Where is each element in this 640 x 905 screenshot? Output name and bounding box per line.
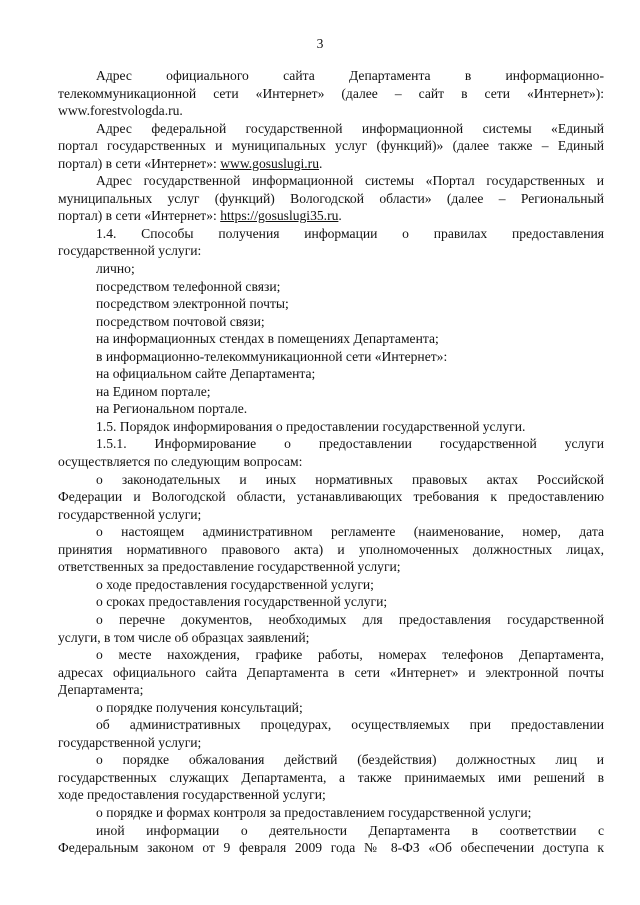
text-line: на официальном сайте Департамента;: [96, 366, 316, 382]
text-line: Федерации и Вологодской области, устанавливающих требования к предоставлению: [58, 489, 604, 505]
text-line: о сроках предоставления государственной услуги;: [96, 594, 388, 610]
text-line: о законодательных и иных нормативных правовых актах Российской: [96, 471, 604, 487]
text-line: в информационно-телекоммуникационной сети «Интернет»:: [96, 348, 448, 364]
text-line: посредством телефонной связи;: [96, 278, 281, 294]
text-line: осуществляется по следующим вопросам:: [58, 454, 303, 470]
text-line: о порядке обжалования действий (бездействия) должностных лиц и: [96, 752, 604, 768]
text-line: ходе предоставления государственной услуги;: [58, 787, 326, 803]
text-line: посредством почтовой связи;: [96, 313, 265, 329]
text-line: на Едином портале;: [96, 383, 211, 399]
text-line: портал государственных и муниципальных услуг (функций)» (далее также – Единый: [58, 138, 604, 154]
text-line: адресах официального сайта Департамента в сети «Интернет» и электронной почты: [58, 664, 604, 680]
text-line: ответственных за предоставление государственной услуги;: [58, 559, 401, 575]
text-line: www.forestvologda.ru.: [58, 103, 183, 119]
page-number: 3: [316, 36, 324, 51]
text-line: на информационных стендах в помещениях Департамента;: [96, 331, 439, 347]
text-line: государственной услуги;: [58, 506, 202, 522]
text-line: Адрес государственной информационной системы «Портал государственных и: [96, 173, 604, 189]
text-line: услуги, в том числе об образцах заявлений;: [58, 629, 310, 645]
text-line: о месте нахождения, графике работы, номерах телефонов Департамента,: [96, 647, 604, 663]
text-line: государственных служащих Департамента, а также принимаемых ими решений в: [58, 769, 604, 785]
document-body: [58, 67, 604, 857]
text-line: Адрес федеральной государственной информационной системы «Единый: [96, 120, 604, 136]
text-line: об административных процедурах, осуществляемых при предоставлении: [96, 717, 604, 733]
text-line: о ходе предоставления государственной услуги;: [96, 576, 374, 592]
text-line: на Региональном портале.: [96, 401, 248, 417]
text-line: посредством электронной почты;: [96, 296, 289, 312]
text-line: муниципальных услуг (функций) Вологодской области» (далее – Региональный: [58, 190, 604, 206]
text-line: портал) в сети «Интернет»: www.gosuslugi.ru.: [58, 155, 323, 171]
text-line: портал) в сети «Интернет»: https://gosuslugi35.ru.: [58, 208, 342, 224]
text-line: Федеральным законом от 9 февраля 2009 года № 8-ФЗ «Об обеспечении доступа к: [58, 840, 604, 856]
text-line: о порядке и формах контроля за предоставлением государственной услуги;: [96, 804, 532, 820]
text-line: лично;: [96, 261, 135, 277]
text-line: принятия нормативного правового акта) и уполномоченных должностных лицах,: [58, 541, 604, 557]
web-link[interactable]: https://gosuslugi35.ru: [220, 208, 339, 224]
text-line: 1.5. Порядок информирования о предоставлении государственной услуги.: [96, 418, 526, 434]
text-line: 1.5.1. Информирование о предоставлении государственной услуги: [96, 436, 604, 452]
text-line: иной информации о деятельности Департамента в соответствии с: [96, 822, 604, 838]
text-line: 1.4. Способы получения информации о правилах предоставления: [96, 225, 604, 241]
text-line: о перечне документов, необходимых для предоставления государственной: [96, 611, 604, 627]
text-line: о порядке получения консультаций;: [96, 699, 303, 715]
web-link[interactable]: www.gosuslugi.ru: [220, 155, 320, 171]
text-line: государственной услуги;: [58, 734, 202, 750]
text-line: телекоммуникационной сети «Интернет» (далее – сайт в сети «Интернет»):: [58, 85, 604, 101]
text-line: государственной услуги:: [58, 243, 202, 259]
text-line: Адрес официального сайта Департамента в информационно-: [96, 68, 604, 83]
text-line: о настоящем административном регламенте (наименование, номер, дата: [96, 524, 604, 540]
text-line: Департамента;: [58, 682, 144, 698]
